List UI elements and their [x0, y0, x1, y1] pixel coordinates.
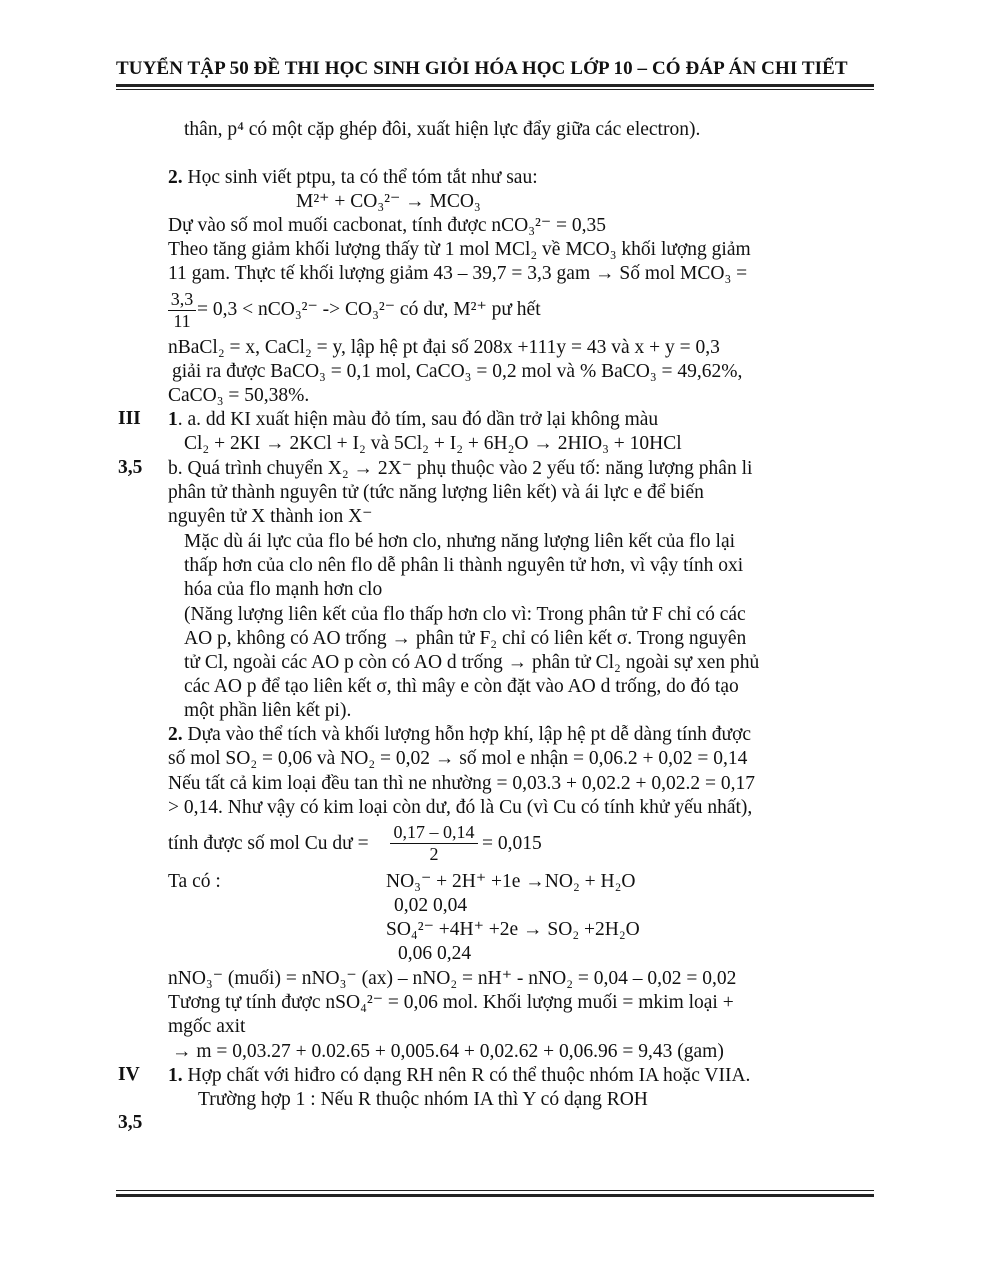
text-line: Dự vào số mol muối cacbonat, tính được nCO₃²⁻ = 0,35: [168, 215, 606, 236]
equation-values: 0,06 0,24: [398, 943, 472, 964]
page-header-title: TUYỂN TẬP 50 ĐỀ THI HỌC SINH GIỎI HÓA HỌC LỚP 10 – CÓ ĐÁP ÁN CHI TIẾT: [116, 58, 848, 79]
text-line: hóa của flo mạnh hơn clo: [184, 579, 383, 600]
text-line: mgốc axit: [168, 1016, 246, 1037]
text-line: nNO₃⁻ (muối) = nNO₃⁻ (ax) – nNO₂ = nH⁺ - nNO₂ = 0,04 – 0,02 = 0,02: [168, 968, 737, 989]
text-line: (Năng lượng liên kết của flo thấp hơn clo vì: Trong phân tử F chỉ có các: [184, 604, 746, 625]
text-line: AO p, không có AO trống → phân tử F₂ chỉ có liên kết σ. Trong nguyên: [184, 628, 747, 649]
equation-line: M²⁺ + CO₃²⁻ → MCO₃: [296, 191, 481, 212]
footer-rule-thick: [116, 1194, 874, 1197]
text-line: 11 gam. Thực tế khối lượng giảm 43 – 39,7 = 3,3 gam → Số mol MCO₃ =: [168, 263, 748, 284]
fraction-numerator: 3,3: [168, 289, 196, 311]
text-line: phân tử thành nguyên tử (tức năng lượng liên kết) và ái lực e để biến: [168, 482, 704, 503]
item-number: 2.: [168, 167, 183, 188]
section-score-iv: 3,5: [118, 1112, 143, 1133]
text-line: thấp hơn của clo nên flo dễ phân li thành nguyên tử hơn, vì vậy tính oxi: [184, 555, 744, 576]
text-line: Ta có :: [168, 871, 221, 892]
text-span: Học sinh viết ptpu, ta có thể tóm tắt như sau:: [182, 167, 538, 188]
item-number: 2.: [168, 724, 183, 745]
text-line: b. Quá trình chuyển X₂ → 2X⁻ phụ thuộc vào 2 yếu tố: năng lượng phân li: [168, 458, 753, 479]
item-number: 1: [168, 409, 178, 430]
fraction: [168, 289, 196, 332]
text-line: Tương tự tính được nSO₄²⁻ = 0,06 mol. Khối lượng muối = mkim loại +: [168, 992, 734, 1013]
text-line: [168, 166, 538, 190]
section-label-iv: IV: [118, 1064, 140, 1085]
text-line: Trường hợp 1 : Nếu R thuộc nhóm IA thì Y có dạng ROH: [198, 1089, 648, 1110]
equation-line: Cl₂ + 2KI → 2KCl + I₂ và 5Cl₂ + I₂ + 6H₂O → 2HIO₃ + 10HCl: [184, 433, 682, 454]
text-line: [168, 723, 751, 747]
fraction-numerator: 0,17 – 0,14: [390, 822, 478, 844]
text-line: → m = 0,03.27 + 0.02.65 + 0,005.64 + 0,02.62 + 0,06.96 = 9,43 (gam): [172, 1041, 724, 1062]
text-line: tính được số mol Cu dư =: [168, 833, 369, 854]
text-line: Theo tăng giảm khối lượng thấy từ 1 mol MCl₂ về MCO₃ khối lượng giảm: [168, 239, 751, 260]
text-line: nBaCl₂ = x, CaCl₂ = y, lập hệ pt đại số 208x +111y = 43 và x + y = 0,3: [168, 337, 720, 358]
text-line: giải ra được BaCO₃ = 0,1 mol, CaCO₃ = 0,2 mol và % BaCO₃ = 49,62%,: [172, 361, 743, 382]
footer-rule-thin: [116, 1190, 874, 1191]
text-line: = 0,3 < nCO₃²⁻ -> CO₃²⁻ có dư, M²⁺ pư hết: [197, 299, 541, 320]
fraction: [390, 822, 478, 865]
fraction-denominator: 2: [429, 844, 439, 864]
header-rule-thick: [116, 84, 874, 87]
text-line: [168, 408, 658, 432]
equation-values: 0,02 0,04: [394, 895, 468, 916]
section-score-iii: 3,5: [118, 457, 143, 478]
text-line: số mol SO₂ = 0,06 và NO₂ = 0,02 → số mol e nhận = 0,06.2 + 0,02 = 0,14: [168, 748, 748, 769]
text-span: Hợp chất với hiđro có dạng RH nên R có thể thuộc nhóm IA hoặc VIIA.: [182, 1065, 751, 1086]
text-span: . a. dd KI xuất hiện màu đỏ tím, sau đó dần trở lại không màu: [177, 409, 659, 430]
header-rule-thin: [116, 89, 874, 90]
equation-line: NO₃⁻ + 2H⁺ +1e →NO₂ + H₂O: [386, 871, 636, 892]
text-line: > 0,14. Như vậy có kim loại còn dư, đó là Cu (vì Cu có tính khử yếu nhất),: [168, 797, 753, 818]
text-line: một phần liên kết pi).: [184, 700, 352, 721]
fraction-denominator: 11: [173, 311, 191, 331]
text-line: Nếu tất cả kim loại đều tan thì ne nhường = 0,03.3 + 0,02.2 + 0,02.2 = 0,17: [168, 773, 755, 794]
equation-line: SO₄²⁻ +4H⁺ +2e → SO₂ +2H₂O: [386, 919, 640, 940]
item-number: 1.: [168, 1065, 183, 1086]
text-line: nguyên tử X thành ion X⁻: [168, 506, 373, 527]
text-line: các AO p để tạo liên kết σ, thì mây e còn đặt vào AO d trống, do đó tạo: [184, 676, 739, 697]
section-label-iii: III: [118, 408, 141, 429]
text-line: thân, p⁴ có một cặp ghép đôi, xuất hiện lực đẩy giữa các electron).: [184, 119, 701, 140]
text-line: = 0,015: [482, 833, 542, 854]
text-line: [168, 1064, 750, 1088]
text-line: Mặc dù ái lực của flo bé hơn clo, nhưng năng lượng liên kết của flo lại: [184, 531, 736, 552]
text-line: tử Cl, ngoài các AO p còn có AO d trống → phân tử Cl₂ ngoài sự xen phủ: [184, 652, 760, 673]
text-span: Dựa vào thể tích và khối lượng hỗn hợp khí, lập hệ pt dễ dàng tính được: [182, 724, 752, 745]
text-line: CaCO₃ = 50,38%.: [168, 385, 310, 406]
